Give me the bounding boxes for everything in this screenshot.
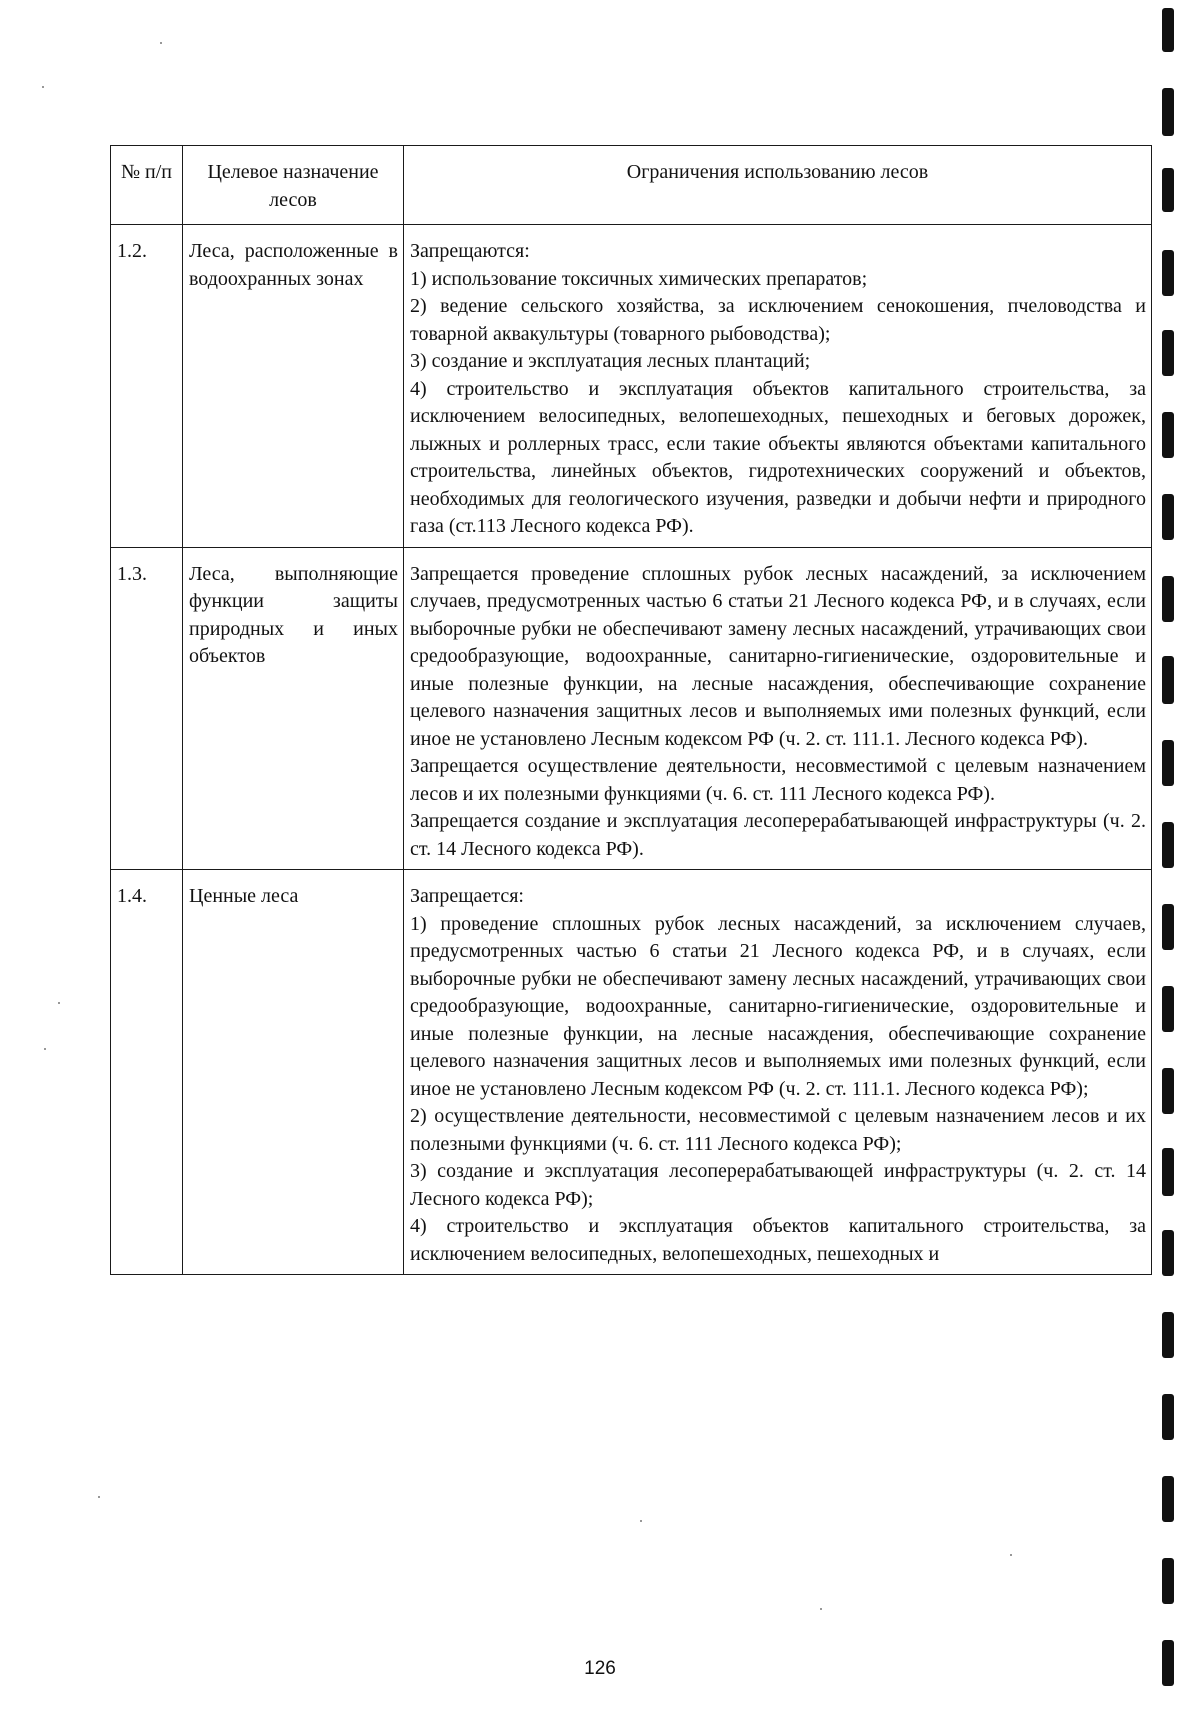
restriction-paragraph: Запрещается создание и эксплуатация лесоперерабатывающей инфраструктуры (ч. 2. ст. 14 Лесного кодекса РФ). [410,810,1146,860]
binder-mark [1162,1476,1174,1522]
header-row [111,146,1152,225]
scan-speck [1010,1554,1012,1556]
table-row [111,870,1152,1275]
binder-mark [1162,250,1174,296]
binder-mark [1162,330,1174,376]
binder-mark [1162,1394,1174,1440]
scan-speck [58,1002,60,1004]
restriction-paragraph: 2) осуществление деятельности, несовместимой с целевым назначением лесов и их полезными функциями (ч. 6. ст. 111 Лесного кодекса РФ); [410,1105,1146,1155]
restrictions-table [110,145,1152,1275]
page-number: 126 [584,1658,616,1679]
row-number: 1.2. [111,225,183,548]
binder-mark [1162,1068,1174,1114]
row-restrictions [404,225,1152,548]
binder-mark [1162,740,1174,786]
row-purpose: Ценные леса [183,870,404,1275]
scan-speck [44,1048,46,1050]
binder-mark [1162,656,1174,704]
restriction-paragraph: Запрещается: [410,885,524,907]
restriction-paragraph: 4) строительство и эксплуатация объектов капитального строительства, за исключением велосипедных, велопешеходных, пешеходных и [410,1215,1146,1265]
restriction-paragraph: 4) строительство и эксплуатация объектов капитального строительства, за исключением велосипедных, велопешеходных, пешеходных и беговых дорожек, лыжных и роллерных трасс, если такие объекты являются объектами капитального строительства, линейных объектов, гидротехнических сооружений и объектов, необходимых для геологического изучения, разведки и добычи нефти и природного газа (ст.113 Лесного кодекса РФ). [410,377,1146,537]
binder-mark [1162,1640,1174,1686]
restriction-paragraph: 1) использование токсичных химических препаратов; [410,267,868,290]
binder-mark [1162,1558,1174,1604]
scan-speck [98,1496,100,1498]
binder-mark [1162,494,1174,540]
scan-speck [160,42,162,44]
restriction-paragraph: 3) создание и эксплуатация лесных плантаций; [410,350,811,372]
scan-speck [640,1520,642,1522]
table-row [111,225,1152,548]
row-restrictions [404,870,1152,1275]
binder-mark [1162,1312,1174,1358]
binder-mark [1162,412,1174,458]
restriction-paragraph: Запрещается осуществление деятельности, несовместимой с целевым назначением лесов и их полезными функциями (ч. 6. ст. 111 Лесного кодекса РФ). [410,755,1146,805]
table-row [111,547,1152,870]
binder-mark [1162,88,1174,136]
table-body [111,225,1152,1275]
row-purpose: Леса, расположенные в водоохранных зонах [183,225,404,548]
binder-mark [1162,822,1174,868]
row-purpose: Леса, выполняющие функции защиты природных и иных объектов [183,547,404,870]
restriction-paragraph: Запрещается проведение сплошных рубок лесных насаждений, за исключением случаев, предусмотренных частью 6 статьи 21 Лесного кодекса РФ, и в случаях, если выборочные рубки не обеспечивают замену лесных насаждений, утрачивающих свои средообразующие, водоохранные, санитарно-гигиенические, оздоровительные и иные полезные функции, на лесные насаждения, обеспечивающие сохранение целевого назначения защитных лесов и выполняемых ими полезных функций, если иное не установлено Лесным кодексом РФ (ч. 2. ст. 111.1. Лесного кодекса РФ). [410,562,1146,750]
scan-binder-marks [1162,0,1176,1711]
binder-mark [1162,1230,1174,1276]
binder-mark [1162,168,1174,212]
restriction-paragraph: 2) ведение сельского хозяйства, за исключением сенокошения, пчеловодства и товарной аквакультуры (товарного рыбоводства); [410,295,1146,345]
row-restrictions [404,547,1152,870]
binder-mark [1162,986,1174,1032]
scan-speck [820,1608,822,1610]
table-header [111,146,1152,225]
header-restrictions: Ограничения использованию лесов [404,146,1152,225]
binder-mark [1162,904,1174,950]
row-number: 1.4. [111,870,183,1275]
binder-mark [1162,8,1174,52]
row-number: 1.3. [111,547,183,870]
binder-mark [1162,576,1174,622]
restriction-paragraph: Запрещаются: [410,240,530,262]
binder-mark [1162,1148,1174,1196]
restriction-paragraph: 3) создание и эксплуатация лесоперерабатывающей инфраструктуры (ч. 2. ст. 14 Лесного кодекса РФ); [410,1160,1146,1210]
restriction-paragraph: 1) проведение сплошных рубок лесных насаждений, за исключением случаев, предусмотренных частью 6 статьи 21 Лесного кодекса РФ, и в случаях, если выборочные рубки не обеспечивают замену лесных насаждений, утрачивающих свои средообразующие, водоохранные, санитарно-гигиенические, оздоровительные и иные полезные функции, на лесные насаждения, обеспечивающие сохранение целевого назначения защитных лесов и выполняемых ими полезных функций, если иное не установлено Лесным кодексом РФ (ч. 2. ст. 111.1. Лесного кодекса РФ); [410,912,1146,1100]
scan-speck [42,86,44,88]
header-number: № п/п [111,146,183,225]
header-purpose: Целевое назначение лесов [183,146,404,225]
